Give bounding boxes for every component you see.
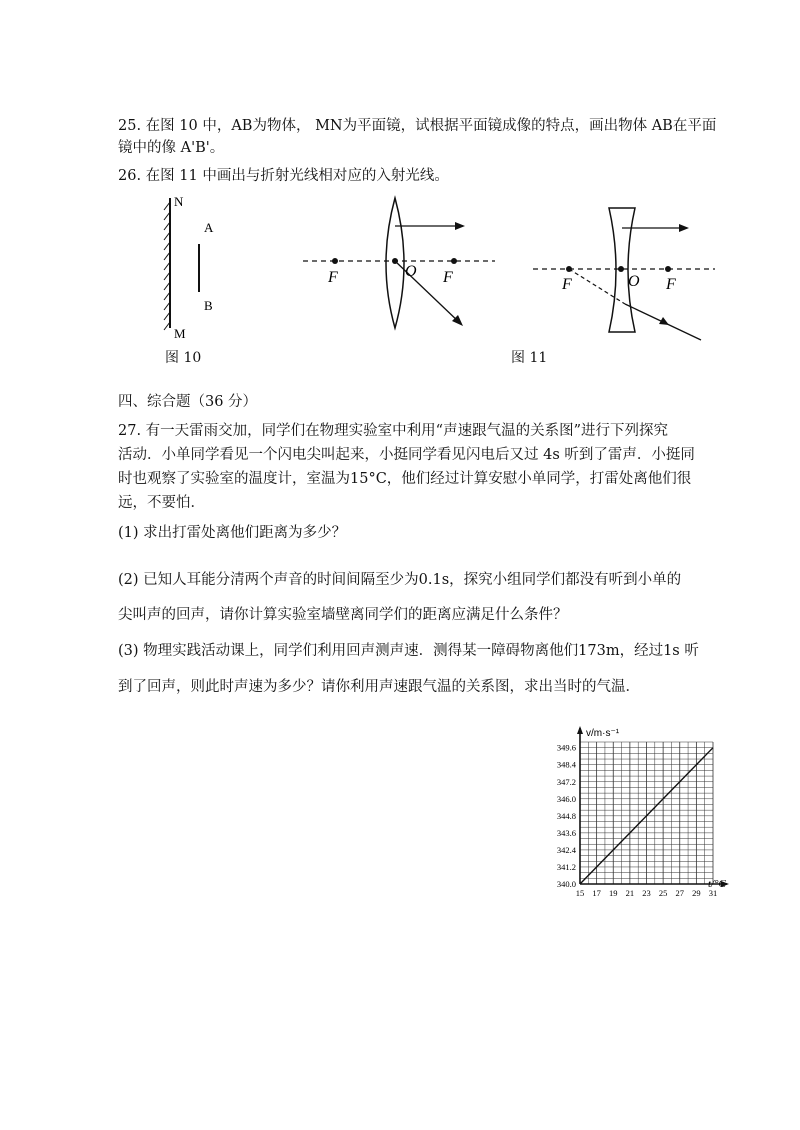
label-F-left: F — [562, 276, 572, 293]
x-tick-label: 25 — [658, 888, 668, 898]
q27-sub2-line2: 尖叫声的回声，请你计算实验室墙壁离同学们的距离应满足什么条件？ — [118, 607, 568, 623]
q27-sub3-line2: 到了回声，则此时声速为多少？请你利用声速跟气温的关系图，求出当时的气温． — [118, 679, 640, 695]
label-A: A — [204, 220, 214, 235]
figure-11-convex — [295, 192, 505, 342]
figure-10 — [150, 190, 240, 350]
x-tick-label: 17 — [592, 888, 601, 898]
label-O: O — [628, 273, 640, 290]
q27-sub1: (1) 求出打雷处离他们距离为多少？ — [118, 525, 347, 541]
focus-right — [451, 258, 457, 264]
q25-line1: 25. 在图 10 中，AB为物体， MN为平面镜，试根据平面镜成像的特点，画出物体 AB在平面 — [118, 118, 717, 134]
section-title: 四、综合题（36 分） — [118, 394, 258, 410]
y-tick-label: 342.4 — [556, 844, 576, 855]
q27-line2: 活动．小单同学看见一个闪电尖叫起来，小挺同学看见闪电后又过 4s 听到了雷声．小挺同 — [118, 447, 695, 463]
x-tick-label: 31 — [708, 888, 718, 898]
q26-line1: 26. 在图 11 中画出与折射光线相对应的入射光线。 — [118, 168, 449, 184]
q27-line1: 27. 有一天雷雨交加，同学们在物理实验室中利用“声速跟气温的关系图”进行下列探究 — [118, 423, 668, 439]
q27-sub2-line1: (2) 已知人耳能分清两个声音的时间间隔至少为0.1s，探究小组同学们都没有听到小单的 — [118, 572, 682, 588]
y-tick-label: 340.0 — [556, 879, 576, 889]
chart-ticks — [557, 743, 717, 898]
x-axis-label: t/°C — [708, 878, 726, 890]
label-M: M — [174, 326, 186, 341]
y-tick-label: 343.6 — [556, 827, 576, 838]
y-tick-label: 349.6 — [556, 742, 576, 753]
y-tick-label: 344.8 — [556, 810, 576, 821]
q25-line2: 镜中的像 A'B'。 — [118, 140, 225, 156]
y-tick-label: 341.2 — [556, 861, 576, 872]
y-tick-label: 346.0 — [556, 793, 576, 804]
label-F-left: F — [328, 269, 338, 286]
x-tick-label: 23 — [642, 888, 651, 898]
x-tick-label: 27 — [675, 888, 684, 898]
label-O: O — [405, 263, 417, 280]
optical-center — [392, 258, 398, 264]
optical-center — [618, 266, 624, 272]
y-tick-label: 348.4 — [556, 759, 576, 770]
focus-left — [566, 266, 572, 272]
label-N: N — [174, 194, 184, 209]
x-tick-label: 19 — [609, 888, 618, 898]
arrow-head — [455, 222, 465, 230]
q27-line3: 时也观察了实验室的温度计，室温为15°C，他们经过计算安慰小单同学，打雷处离他们很 — [118, 471, 692, 487]
focus-left — [332, 258, 338, 264]
y-axis-arrow — [577, 726, 583, 734]
x-tick-label: 15 — [575, 888, 585, 898]
figure-11-concave — [525, 200, 725, 345]
label-F-right: F — [666, 276, 676, 293]
label-F-right: F — [443, 269, 453, 286]
q27-line4: 远，不要怕． — [118, 495, 205, 511]
sound-speed-chart — [528, 722, 740, 910]
label-B: B — [204, 298, 213, 313]
fig10-caption: 图 10 — [165, 350, 202, 366]
x-tick-label: 21 — [625, 888, 635, 898]
x-tick-label: 29 — [692, 888, 701, 898]
arrow-head — [679, 224, 689, 232]
q27-sub3-line1: (3) 物理实践活动课上，同学们利用回声测声速．测得某一障碍物离他们173m，经过1s 听 — [118, 643, 699, 659]
y-tick-label: 347.2 — [556, 776, 576, 787]
focus-right — [665, 266, 671, 272]
fig11-caption: 图 11 — [511, 350, 548, 366]
y-axis-label: v/m·s⁻¹ — [586, 728, 620, 739]
